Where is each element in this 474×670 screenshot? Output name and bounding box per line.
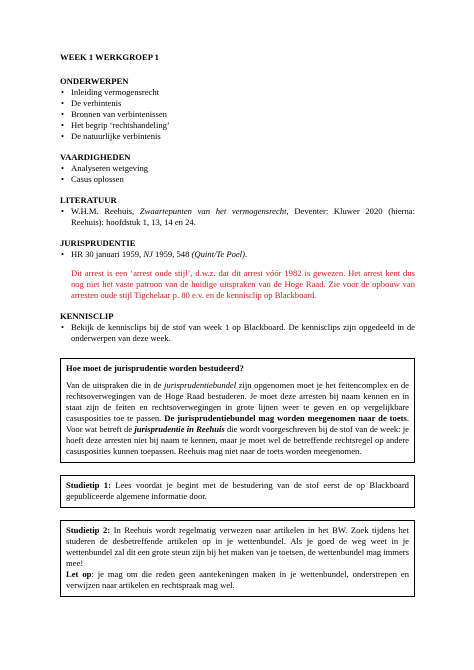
case-end: .	[244, 249, 248, 259]
box-paragraph	[66, 380, 409, 457]
heading-literatuur: LITERATUUR	[60, 195, 117, 205]
box-text: zijn opgenomen moet je het feitencomplex en de rechtsoverwegingen van de Hoge Raad bestuderen. Je moet deze arresten bij naam kennen en in staat zijn de feiten en rechtsoverwegingen in grote lijnen weer te geven en op vergelijkbare casusposities toe te passen.	[66, 380, 409, 423]
box-text: Van de uitspraken die in de	[66, 380, 165, 390]
tip-paragraph	[66, 525, 409, 569]
tip-text: Lees voordat je begint met de bestudering van de stof eerst de op Blackboard gepubliceerde algemene informatie door.	[66, 480, 409, 501]
tip-label: Studietip 2:	[66, 525, 111, 535]
box-bold-text: De jurisprudentiebundel mag worden meegenomen naar de toets	[164, 413, 407, 423]
box-heading: Hoe moet de jurisprudentie worden bestudeerd?	[66, 363, 244, 373]
list-jurisprudentie	[60, 249, 415, 260]
case-date: HR 30 januari 1959,	[71, 249, 144, 259]
list-item: • Casus oplossen	[60, 174, 415, 185]
jurisprudence-study-box	[60, 358, 415, 463]
list-item: • Analyseren wetgeving	[60, 163, 415, 174]
heading-jurisprudentie: JURISPRUDENTIE	[60, 238, 136, 248]
case-name: (Quint/Te Poel)	[191, 249, 245, 259]
tip-text: In Reehuis wordt regelmatig verwezen naar artikelen in het BW. Zoek tijdens het studeren de desbetreffende artikelen op in je wettenbundel. Als je goed de weg weet in je wettenbundel zal dit een grote steun zijn bij het maken van je toetsen, de wettenbundel mag immers mee!	[66, 525, 409, 568]
study-tip-2-box	[60, 520, 415, 597]
list-item: • Bekijk de kennisclips bij de stof van week 1 op Blackboard. De kennisclips zijn opgedeeld in de onderwerpen van deze week.	[60, 322, 415, 344]
list-vaardigheden	[60, 163, 415, 185]
literature-details: , Deventer: Kluwer 2020 (hierna: Reehuis): hoofdstuk 1, 13, 14 en 24.	[71, 206, 415, 227]
page-title: WEEK 1 WERKGROEP 1	[60, 52, 159, 62]
list-literatuur	[60, 206, 415, 228]
heading-kennisclip: KENNISCLIP	[60, 311, 114, 321]
list-kennisclip	[60, 322, 415, 344]
box-text: die wordt voorgeschreven bij de stof van de week: je hoeft deze arresten niet bij naam te kennen, maar je moet wel de betreffende rechtsregel op andere casusposities kunnen toepassen. Reehuis mag niet naar de toets worden meegenomen.	[66, 424, 409, 456]
list-item: • Het begrip ‘rechtshandeling’	[60, 120, 415, 131]
heading-vaardigheden: VAARDIGHEDEN	[60, 152, 131, 162]
note-label: Let op	[66, 569, 92, 579]
heading-onderwerpen: ONDERWERPEN	[60, 76, 129, 86]
list-item: • Bronnen van verbintenissen	[60, 109, 415, 120]
case-nj: NJ	[143, 249, 153, 259]
document-content	[60, 52, 415, 597]
tip-label: Studietip 1:	[66, 480, 111, 490]
box-text: . Voor wat betreft de	[66, 413, 409, 434]
list-onderwerpen	[60, 87, 415, 142]
box-bold-italic-text: jurisprudentie in Reehuis	[134, 424, 225, 434]
literature-title: Zwaartepunten van het vermogensrecht	[139, 206, 287, 216]
case-number: 1959, 548	[152, 249, 192, 259]
list-item: • Inleiding vermogensrecht	[60, 87, 415, 98]
literature-author: W.H.M. Reehuis,	[71, 206, 140, 216]
box-italic-text: jurisprudentiebundel	[164, 380, 237, 390]
note-text: : je mag om die reden geen aantekeningen maken in je wettenbundel, onderstrepen en verwijzen naar artikelen en rechtspraak mag wel.	[66, 569, 409, 590]
list-item: • De natuurlijke verbintenis	[60, 131, 415, 142]
case-note: Dit arrest is een ‘arrest oude stijl’, d.w.z. dat dit arrest vóór 1982 is gewezen. Het arrest kent dus nog niet het vaste patroon van de huidige uitspraken van de Hoge Raad. Zie voor de opbouw van arresten oude stijl Tigchelaar p. 80 e.v. en de kennisclip op Blackboard.	[71, 268, 415, 300]
study-tip-1-box	[60, 475, 415, 508]
literature-item	[60, 206, 415, 228]
case-item	[60, 249, 415, 260]
note-paragraph	[66, 569, 409, 591]
list-item: • De verbintenis	[60, 98, 415, 109]
